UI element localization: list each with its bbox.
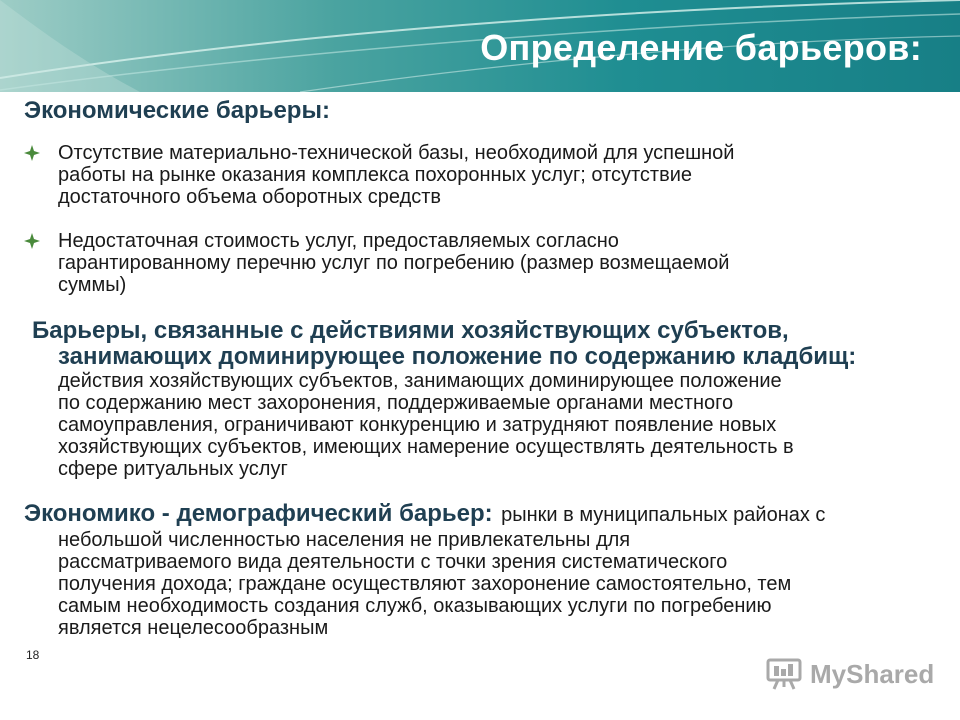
text-line: рассматриваемого вида деятельности с точки зрения систематического [58, 551, 728, 573]
economic-bullet-2-text [58, 230, 928, 296]
dominant-heading-line2: занимающих доминирующее положение по содержанию кладбищ: [58, 343, 857, 370]
demographic-body [58, 529, 938, 639]
slide-title: Определение барьеров: [480, 27, 922, 68]
text-line: хозяйствующих субъектов, имеющих намерение осуществлять деятельность в [58, 436, 794, 458]
text-line: достаточного объема оборотных средств [58, 186, 442, 208]
economic-bullet-2 [24, 230, 924, 300]
diamond-bullet-icon [24, 145, 40, 161]
text-line: самоуправления, ограничивают конкуренцию и затрудняют появление новых [58, 414, 777, 436]
text-line: суммы) [58, 274, 127, 296]
text-line: самым необходимость создания служб, оказывающих услуги по погребению [58, 595, 772, 617]
economic-bullet-1-text [58, 142, 928, 208]
text-line: по содержанию мест захоронения, поддерживаемые органами местного [58, 392, 734, 414]
slide-header [0, 0, 960, 92]
economic-bullet-1 [24, 142, 924, 212]
demographic-first-line [24, 501, 944, 527]
text-line: небольшой численностью населения не привлекательны для [58, 529, 631, 551]
text-line: гарантированному перечню услуг по погребению (размер возмещаемой [58, 252, 730, 274]
text-line: сфере ритуальных услуг [58, 458, 288, 480]
text-line: Недостаточная стоимость услуг, предоставляемых согласно [58, 230, 619, 252]
demographic-heading: Экономико - демографический барьер: [24, 500, 493, 527]
text-line: Отсутствие материально-технической базы, необходимой для успешной [58, 142, 735, 164]
page-number: 18 [26, 648, 40, 662]
dominant-heading-line1: Барьеры, связанные с действиями хозяйствующих субъектов, [32, 317, 789, 344]
economic-heading: Экономические барьеры: [24, 97, 330, 124]
diamond-bullet-icon [24, 233, 40, 249]
dominant-body [58, 370, 938, 480]
text-line: является нецелесообразным [58, 617, 329, 639]
text-line: работы на рынке оказания комплекса похоронных услуг; отсутствие [58, 164, 693, 186]
text-line: получения дохода; граждане осуществляют захоронение самостоятельно, тем [58, 573, 792, 595]
text-line: действия хозяйствующих субъектов, занимающих доминирующее положение [58, 370, 782, 392]
presentation-board-icon [766, 657, 802, 691]
watermark-text: MyShared [810, 658, 935, 689]
demographic-body-first: рынки в муниципальных районах с [501, 504, 826, 526]
myshared-watermark [766, 654, 936, 694]
